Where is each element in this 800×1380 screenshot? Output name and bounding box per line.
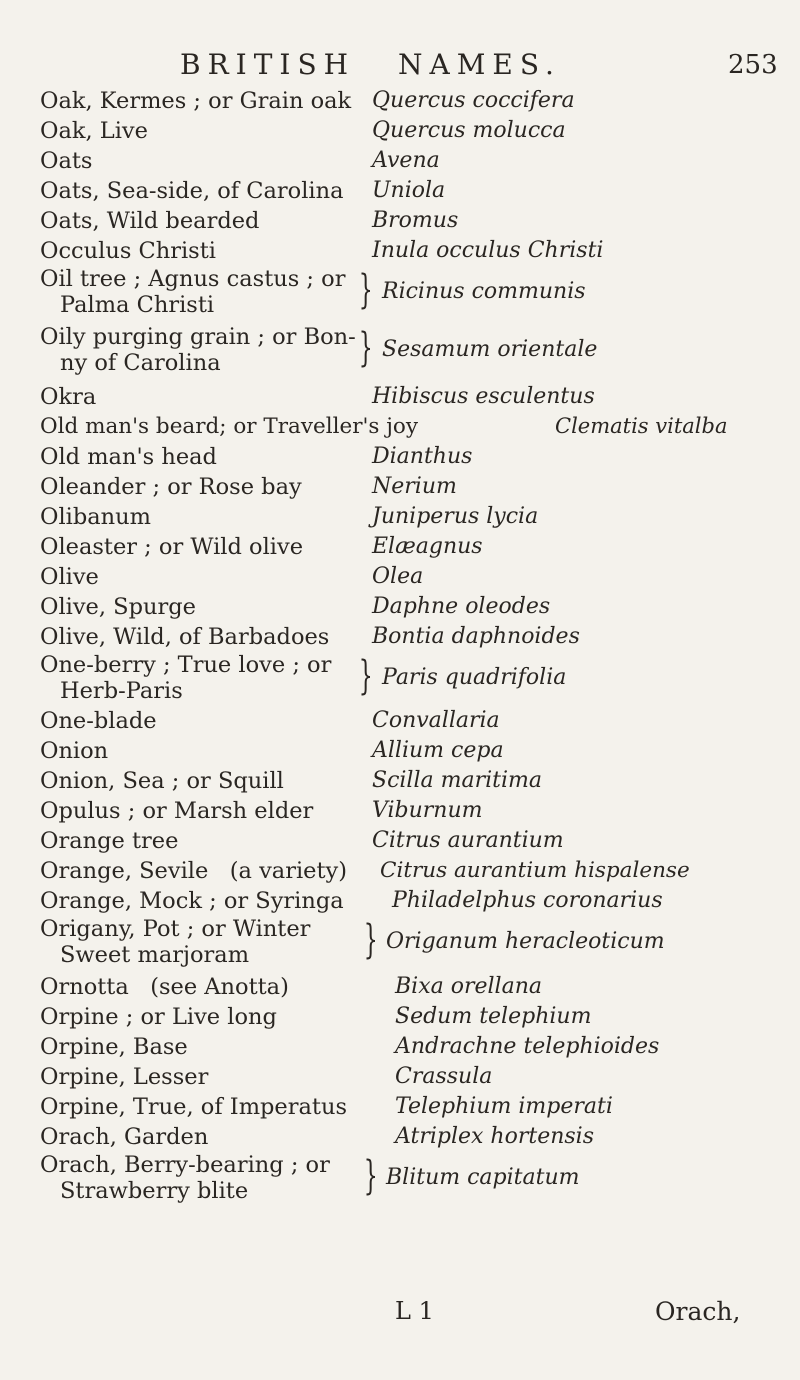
latin-name: Origanum heracleoticum: [386, 929, 665, 954]
english-name: One-blade: [40, 708, 157, 734]
index-entry: [0, 798, 800, 832]
english-name: Olive, Spurge: [40, 594, 196, 620]
index-entry: [0, 178, 800, 212]
brace-glyph: }: [358, 267, 373, 313]
latin-name: Blitum capitatum: [386, 1165, 580, 1190]
running-head-left: BRITISH: [180, 48, 356, 81]
latin-name: Inula occulus Christi: [372, 238, 604, 263]
latin-name: Ricinus communis: [382, 279, 586, 304]
brace-glyph: }: [363, 917, 378, 963]
english-name: Okra: [40, 384, 97, 410]
english-name: Old man's head: [40, 444, 217, 470]
index-entry: [0, 858, 800, 892]
english-name: Oats, Wild bearded: [40, 208, 260, 234]
english-name: Orpine, True, of Imperatus: [40, 1094, 348, 1120]
index-entry: [0, 594, 800, 628]
latin-name: Paris quadrifolia: [382, 665, 567, 690]
latin-name: Bontia daphnoides: [372, 624, 580, 649]
latin-name: Quercus coccifera: [372, 88, 575, 113]
index-entry: [0, 1034, 800, 1068]
index-entry-grouped: [0, 324, 800, 384]
english-name-line-1: Oil tree ; Agnus castus ; or: [40, 266, 346, 292]
brace-glyph: }: [363, 1153, 378, 1199]
english-name: Olibanum: [40, 504, 151, 530]
index-entry-grouped: [0, 916, 800, 976]
catchword: Orach,: [655, 1297, 741, 1326]
english-name-line-1: Orach, Berry-bearing ; or: [40, 1152, 330, 1178]
index-entry-grouped: [0, 266, 800, 326]
latin-name: Quercus molucca: [372, 118, 566, 143]
signature-mark: L 1: [395, 1297, 434, 1325]
english-name: Opulus ; or Marsh elder: [40, 798, 314, 824]
english-name-line-2: ny of Carolina: [60, 350, 221, 376]
index-entry: [0, 504, 800, 538]
english-name-line-2: Herb-Paris: [60, 678, 183, 704]
index-entry: [0, 708, 800, 742]
latin-name: Sedum telephium: [395, 1004, 592, 1029]
latin-name: Philadelphus coronarius: [392, 888, 663, 913]
index-entry: [0, 384, 800, 418]
index-entry: [0, 738, 800, 772]
latin-name: Hibiscus esculentus: [372, 384, 595, 409]
brace-glyph: }: [358, 653, 373, 699]
index-entry: [0, 1094, 800, 1128]
index-entry: [0, 444, 800, 478]
latin-name: Telephium imperati: [395, 1094, 613, 1119]
english-name: Oak, Kermes ; or Grain oak: [40, 88, 352, 114]
index-entry: [0, 564, 800, 598]
english-name: Orange, Sevile (a variety): [40, 858, 348, 884]
index-entry: [0, 974, 800, 1008]
latin-name: Citrus aurantium: [372, 828, 564, 853]
english-name: Oats: [40, 148, 93, 174]
english-name: Orange tree: [40, 828, 179, 854]
english-name: Orach, Garden: [40, 1124, 209, 1150]
index-entry: [0, 768, 800, 802]
latin-name: Atriplex hortensis: [395, 1124, 595, 1149]
english-name-line-1: Oily purging grain ; or Bon-: [40, 324, 356, 350]
english-name: Old man's beard; or Traveller's joy: [40, 414, 419, 439]
index-entry: [0, 88, 800, 122]
english-name: Oats, Sea-side, of Carolina: [40, 178, 344, 204]
index-entry: [0, 1004, 800, 1038]
latin-name: Bromus: [372, 208, 459, 233]
latin-name: Allium cepa: [372, 738, 504, 763]
index-entry-grouped: [0, 652, 800, 712]
index-entry-grouped: [0, 1152, 800, 1212]
latin-name: Uniola: [372, 178, 446, 203]
english-name-line-1: One-berry ; True love ; or: [40, 652, 332, 678]
latin-name: Nerium: [372, 474, 457, 499]
index-entry: [0, 208, 800, 242]
english-name: Oleander ; or Rose bay: [40, 474, 302, 500]
latin-name: Olea: [372, 564, 424, 589]
latin-name: Avena: [372, 148, 440, 173]
brace-glyph: }: [358, 325, 373, 371]
index-entry: [0, 828, 800, 862]
english-name: Onion, Sea ; or Squill: [40, 768, 284, 794]
latin-name: Bixa orellana: [395, 974, 542, 999]
english-name: Orpine, Base: [40, 1034, 188, 1060]
latin-name: Clematis vitalba: [555, 414, 728, 438]
latin-name: Sesamum orientale: [382, 337, 598, 362]
latin-name: Daphne oleodes: [372, 594, 551, 619]
page-number: 253: [728, 50, 778, 80]
english-name: Olive: [40, 564, 99, 590]
english-name-line-1: Origany, Pot ; or Winter: [40, 916, 311, 942]
running-head-right: NAMES.: [398, 48, 561, 81]
index-entry: [0, 148, 800, 182]
index-entry: [0, 414, 800, 448]
english-name-line-2: Sweet marjoram: [60, 942, 250, 968]
latin-name: Juniperus lycia: [372, 504, 539, 529]
english-name-line-2: Palma Christi: [60, 292, 215, 318]
latin-name: Citrus aurantium hispalense: [380, 858, 690, 883]
english-name: Ornotta (see Anotta): [40, 974, 289, 1000]
latin-name: Crassula: [395, 1064, 493, 1089]
english-name: Orange, Mock ; or Syringa: [40, 888, 344, 914]
english-name: Oleaster ; or Wild olive: [40, 534, 304, 560]
index-entry: [0, 118, 800, 152]
english-name: Orpine ; or Live long: [40, 1004, 277, 1030]
latin-name: Convallaria: [372, 708, 500, 733]
english-name: Oak, Live: [40, 118, 148, 144]
latin-name: Elæagnus: [372, 534, 483, 559]
latin-name: Andrachne telephioides: [395, 1034, 660, 1059]
latin-name: Dianthus: [372, 444, 473, 469]
english-name: Occulus Christi: [40, 238, 216, 264]
latin-name: Scilla maritima: [372, 768, 542, 793]
index-entry: [0, 474, 800, 508]
index-entry: [0, 1064, 800, 1098]
english-name: Orpine, Lesser: [40, 1064, 209, 1090]
latin-name: Viburnum: [372, 798, 483, 823]
english-name-line-2: Strawberry blite: [60, 1178, 249, 1204]
english-name: Onion: [40, 738, 109, 764]
english-name: Olive, Wild, of Barbadoes: [40, 624, 330, 650]
index-entry: [0, 534, 800, 568]
